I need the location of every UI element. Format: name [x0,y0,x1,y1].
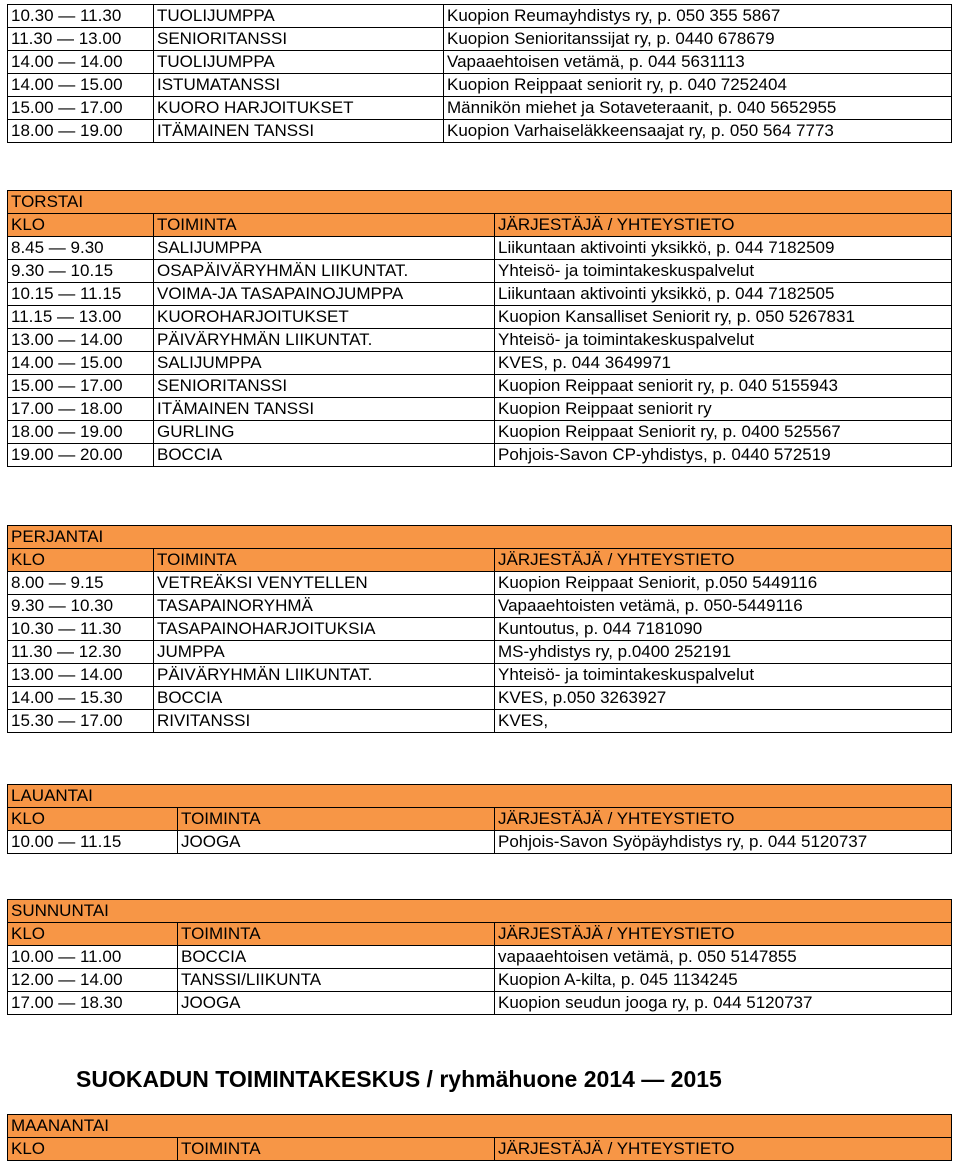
table-row [8,375,952,398]
activity-cell: TANSSI/LIIKUNTA [178,969,495,992]
activity-cell: BOCCIA [154,687,495,710]
day-title: TORSTAI [8,191,952,214]
schedule-top-block [7,4,952,143]
lauantai-section [7,784,952,854]
activity-cell: GURLING [154,421,495,444]
torstai-section [7,190,952,467]
activity-cell: OSAPÄIVÄRYHMÄN LIIKUNTAT. [154,260,495,283]
table-row [8,595,952,618]
activity-cell: TASAPAINORYHMÄ [154,595,495,618]
column-headers [8,808,952,831]
table-row [8,97,952,120]
table-row [8,992,952,1015]
organizer-cell: Liikuntaan aktivointi yksikkö, p. 044 7182505 [495,283,952,306]
activity-cell: JOOGA [178,992,495,1015]
organizer-cell: Pohjois-Savon Syöpäyhdistys ry, p. 044 5120737 [495,831,952,854]
activity-cell: JOOGA [178,831,495,854]
column-headers [8,214,952,237]
activity-cell: TUOLIJUMPPA [154,5,444,28]
table-row [8,329,952,352]
rows [8,572,952,733]
time-cell: 14.00 — 14.00 [8,51,154,74]
time-cell: 11.30 — 12.30 [8,641,154,664]
table-row [8,831,952,854]
organizer-cell: Kuopion Reumayhdistys ry, p. 050 355 5867 [444,5,952,28]
time-cell: 14.00 — 15.30 [8,687,154,710]
time-cell: 15.00 — 17.00 [8,375,154,398]
section-heading: SUOKADUN TOIMINTAKESKUS / ryhmähuone 2014 — 2015 [76,1066,722,1092]
time-cell: 10.30 — 11.30 [8,5,154,28]
organizer-cell: vapaaehtoisen vetämä, p. 050 5147855 [495,946,952,969]
organizer-cell: MS-yhdistys ry, p.0400 252191 [495,641,952,664]
time-cell: 13.00 — 14.00 [8,329,154,352]
time-cell: 11.15 — 13.00 [8,306,154,329]
day-title: PERJANTAI [8,526,952,549]
rows [8,5,952,143]
header-klo: KLO [8,1138,178,1161]
time-cell: 10.00 — 11.00 [8,946,178,969]
organizer-cell: Kuopion seudun jooga ry, p. 044 5120737 [495,992,952,1015]
header-toiminta: TOIMINTA [154,214,495,237]
header-jarjestaja: JÄRJESTÄJÄ / YHTEYSTIETO [495,549,952,572]
day-title: LAUANTAI [8,785,952,808]
table-row [8,572,952,595]
time-cell: 12.00 — 14.00 [8,969,178,992]
table-row [8,120,952,143]
sunnuntai-section [7,899,952,1015]
time-cell: 14.00 — 15.00 [8,74,154,97]
table-row [8,398,952,421]
organizer-cell: Kuopion Reippaat Seniorit, p.050 5449116 [495,572,952,595]
activity-cell: SENIORITANSSI [154,28,444,51]
activity-cell: BOCCIA [154,444,495,467]
activity-cell: ITÄMAINEN TANSSI [154,398,495,421]
time-cell: 17.00 — 18.30 [8,992,178,1015]
day-title: SUNNUNTAI [8,900,952,923]
activity-cell: BOCCIA [178,946,495,969]
day-title: MAANANTAI [8,1115,952,1138]
time-cell: 13.00 — 14.00 [8,664,154,687]
activity-cell: JUMPPA [154,641,495,664]
header-jarjestaja: JÄRJESTÄJÄ / YHTEYSTIETO [495,923,952,946]
organizer-cell: Kuopion A-kilta, p. 045 1134245 [495,969,952,992]
time-cell: 15.00 — 17.00 [8,97,154,120]
time-cell: 8.45 — 9.30 [8,237,154,260]
table-row [8,444,952,467]
activity-cell: TUOLIJUMPPA [154,51,444,74]
time-cell: 19.00 — 20.00 [8,444,154,467]
rows [8,946,952,1015]
schedule-table [7,190,952,467]
organizer-cell: Yhteisö- ja toimintakeskuspalvelut [495,260,952,283]
organizer-cell: Kuopion Senioritanssijat ry, p. 0440 678679 [444,28,952,51]
time-cell: 14.00 — 15.00 [8,352,154,375]
table-row [8,687,952,710]
table-row [8,51,952,74]
activity-cell: VETREÄKSI VENYTELLEN [154,572,495,595]
header-klo: KLO [8,808,178,831]
table-row [8,306,952,329]
activity-cell: PÄIVÄRYHMÄN LIIKUNTAT. [154,664,495,687]
time-cell: 17.00 — 18.00 [8,398,154,421]
organizer-cell: KVES, p. 044 3649971 [495,352,952,375]
rows [8,831,952,854]
header-jarjestaja: JÄRJESTÄJÄ / YHTEYSTIETO [495,1138,952,1161]
table-row [8,641,952,664]
table-row [8,5,952,28]
table-row [8,74,952,97]
activity-cell: TASAPAINOHARJOITUKSIA [154,618,495,641]
organizer-cell: Männikön miehet ja Sotaveteraanit, p. 040 5652955 [444,97,952,120]
header-klo: KLO [8,923,178,946]
perjantai-section [7,525,952,733]
table-row [8,710,952,733]
activity-cell: RIVITANSSI [154,710,495,733]
activity-cell: SALIJUMPPA [154,237,495,260]
schedule-table [7,1114,952,1161]
organizer-cell: Pohjois-Savon CP-yhdistys, p. 0440 572519 [495,444,952,467]
schedule-table [7,784,952,854]
organizer-cell: Kuopion Varhaiseläkkeensaajat ry, p. 050 564 7773 [444,120,952,143]
time-cell: 10.15 — 11.15 [8,283,154,306]
schedule-table [7,899,952,1015]
organizer-cell: Kuntoutus, p. 044 7181090 [495,618,952,641]
time-cell: 10.30 — 11.30 [8,618,154,641]
header-toiminta: TOIMINTA [178,923,495,946]
organizer-cell: Liikuntaan aktivointi yksikkö, p. 044 7182509 [495,237,952,260]
table-row [8,664,952,687]
time-cell: 8.00 — 9.15 [8,572,154,595]
maanantai-section [7,1114,952,1161]
activity-cell: ISTUMATANSSI [154,74,444,97]
organizer-cell: KVES, [495,710,952,733]
header-toiminta: TOIMINTA [178,808,495,831]
table-row [8,283,952,306]
organizer-cell: Kuopion Kansalliset Seniorit ry, p. 050 5267831 [495,306,952,329]
header-klo: KLO [8,214,154,237]
table-row [8,28,952,51]
table-row [8,618,952,641]
header-toiminta: TOIMINTA [178,1138,495,1161]
header-jarjestaja: JÄRJESTÄJÄ / YHTEYSTIETO [495,808,952,831]
organizer-cell: Kuopion Reippaat seniorit ry, p. 040 7252404 [444,74,952,97]
time-cell: 9.30 — 10.30 [8,595,154,618]
organizer-cell: Vapaaehtoisten vetämä, p. 050-5449116 [495,595,952,618]
schedule-table [7,4,952,143]
column-headers [8,923,952,946]
table-row [8,946,952,969]
schedule-table [7,525,952,733]
organizer-cell: Vapaaehtoisen vetämä, p. 044 5631113 [444,51,952,74]
time-cell: 11.30 — 13.00 [8,28,154,51]
activity-cell: PÄIVÄRYHMÄN LIIKUNTAT. [154,329,495,352]
activity-cell: SENIORITANSSI [154,375,495,398]
activity-cell: SALIJUMPPA [154,352,495,375]
activity-cell: KUOROHARJOITUKSET [154,306,495,329]
organizer-cell: Kuopion Reippaat seniorit ry, p. 040 5155943 [495,375,952,398]
time-cell: 9.30 — 10.15 [8,260,154,283]
table-row [8,352,952,375]
header-klo: KLO [8,549,154,572]
header-toiminta: TOIMINTA [154,549,495,572]
rows [8,237,952,467]
activity-cell: VOIMA-JA TASAPAINOJUMPPA [154,283,495,306]
organizer-cell: Kuopion Reippaat Seniorit ry, p. 0400 525567 [495,421,952,444]
table-row [8,421,952,444]
activity-cell: KUORO HARJOITUKSET [154,97,444,120]
time-cell: 18.00 — 19.00 [8,421,154,444]
table-row [8,237,952,260]
column-headers [8,549,952,572]
activity-cell: ITÄMAINEN TANSSI [154,120,444,143]
time-cell: 10.00 — 11.15 [8,831,178,854]
time-cell: 15.30 — 17.00 [8,710,154,733]
table-row [8,260,952,283]
header-jarjestaja: JÄRJESTÄJÄ / YHTEYSTIETO [495,214,952,237]
time-cell: 18.00 — 19.00 [8,120,154,143]
organizer-cell: Yhteisö- ja toimintakeskuspalvelut [495,329,952,352]
column-headers [8,1138,952,1161]
organizer-cell: KVES, p.050 3263927 [495,687,952,710]
organizer-cell: Yhteisö- ja toimintakeskuspalvelut [495,664,952,687]
organizer-cell: Kuopion Reippaat seniorit ry [495,398,952,421]
table-row [8,969,952,992]
